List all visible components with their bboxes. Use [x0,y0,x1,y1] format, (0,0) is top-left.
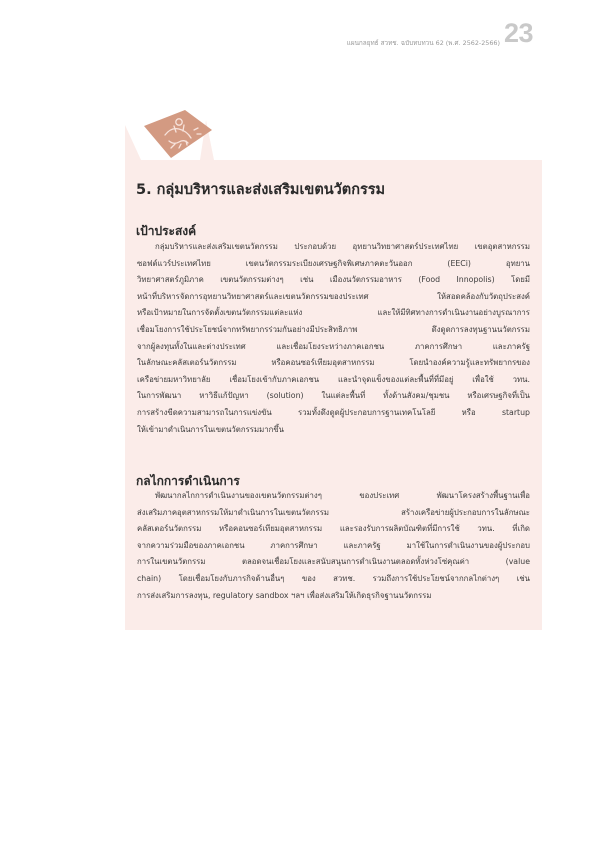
page-number: 23 [504,18,534,48]
paragraph-line: ให้เข้ามาดำเนินการในเขตนวัตกรรมมากขึ้น [137,424,284,434]
paragraph-line: เครือข่ายมหาวิทยาลัย เชื่อมโยงเข้ากับภาคเอกชน และนำจุดแข็งของแต่ละพื้นที่ที่มีอยู่ เพื่อใช้ วทน. [137,374,530,384]
mechanism-paragraph [137,488,530,604]
objective-paragraph [137,239,530,438]
paragraph-line: หน้าที่บริหารจัดการอุทยานวิทยาศาสตร์และเขตนวัตกรรมของประเทศ ให้สอดคล้องกับวัตถุประสงค์ [137,291,530,301]
objective-heading: เป้าประสงค์ [136,224,197,238]
paragraph-line: ในการพัฒนา หาวิธีแก้ปัญหา (solution) ในแต่ละพื้นที่ ทั้งด้านสังคม/ชุมชน หรือเศรษฐกิจที่เป็น [137,391,530,401]
paragraph-line: ในลักษณะคลัสเตอร์นวัตกรรม หรือคอนซอร์เทียมอุตสาหกรรม โดยนำองค์ความรู้และทรัพยากรของ [137,358,530,368]
paragraph-line: วิทยาศาสตร์ภูมิภาค เขตนวัตกรรมต่างๆ เช่น เมืองนวัตกรรมอาหาร (Food Innopolis) โดยมี [137,275,530,285]
paragraph-line: ส่งเสริมภาคอุตสาหกรรมให้มาดำเนินการในเขตนวัตกรรม สร้างเครือข่ายผู้ประกอบการในลักษณะ [137,507,530,517]
section-title: 5. กลุ่มบริหารและส่งเสริมเขตนวัตกรรม [136,182,386,198]
handshake-diamond-logo-icon [141,108,215,160]
paragraph-line: เชื่อมโยงการใช้ประโยชน์จากทรัพยากรร่วมกันอย่างมีประสิทธิภาพ ดึงดูดการลงทุนฐานนวัตกรรม [137,324,530,334]
running-head: แผนกลยุทธ์ สวทช. ฉบับทบทวน 62 (พ.ศ. 2562-2566) [346,39,500,47]
paragraph-line: หรือเป้าหมายในการจัดตั้งเขตนวัตกรรมแต่ละแห่ง และให้มีทิศทางการดำเนินงานอย่างบูรณาการ [137,308,530,318]
paragraph-line: chain) โดยเชื่อมโยงกับภารกิจด้านอื่นๆ ของ สวทช. รวมถึงการใช้ประโยชน์จากกลไกต่างๆ เช่น [137,573,530,583]
paragraph-line: กลุ่มบริหารและส่งเสริมเขตนวัตกรรม ประกอบด้วย อุทยานวิทยาศาสตร์ประเทศไทย เขตอุตสาหกรรม [155,242,530,251]
paragraph-line: ซอฟต์แวร์ประเทศไทย เขตนวัตกรรมระเบียงเศรษฐกิจพิเศษภาคตะวันออก (EECi) อุทยาน [137,258,530,268]
paragraph-line: จากความร่วมมือของภาคเอกชน ภาคการศึกษา และภาครัฐ มาใช้ในการดำเนินงานของผู้ประกอบ [137,540,530,550]
paragraph-line: การสร้างขีดความสามารถในการแข่งขัน รวมทั้งดึงดูดผู้ประกอบการฐานเทคโนโลยี หรือ startup [137,407,530,417]
paragraph-line: การส่งเสริมการลงทุน, regulatory sandbox ฯลฯ เพื่อส่งเสริมให้เกิดธุรกิจฐานนวัตกรรม [137,590,432,600]
paragraph-line: การในเขตนวัตกรรม ตลอดจนเชื่อมโยงและสนับสนุนการดำเนินงานตลอดทั้งห่วงโซ่คุณค่า (value [137,557,530,567]
mechanism-heading: กลไกการดำเนินการ [136,474,240,488]
paragraph-line: พัฒนากลไกการดำเนินงานของเขตนวัตกรรมต่างๆ ของประเทศ พัฒนาโครงสร้างพื้นฐานเพื่อ [155,491,530,500]
paragraph-line: คลัสเตอร์นวัตกรรม หรือคอนซอร์เทียมอุตสาหกรรม และรองรับการผลิตบัณฑิตที่มีการใช้ วทน. ที่เกิด [137,524,530,534]
paragraph-line: จากผู้ลงทุนทั้งในและต่างประเทศ และเชื่อมโยงระหว่างภาคเอกชน ภาคการศึกษา และภาครัฐ [137,341,530,351]
